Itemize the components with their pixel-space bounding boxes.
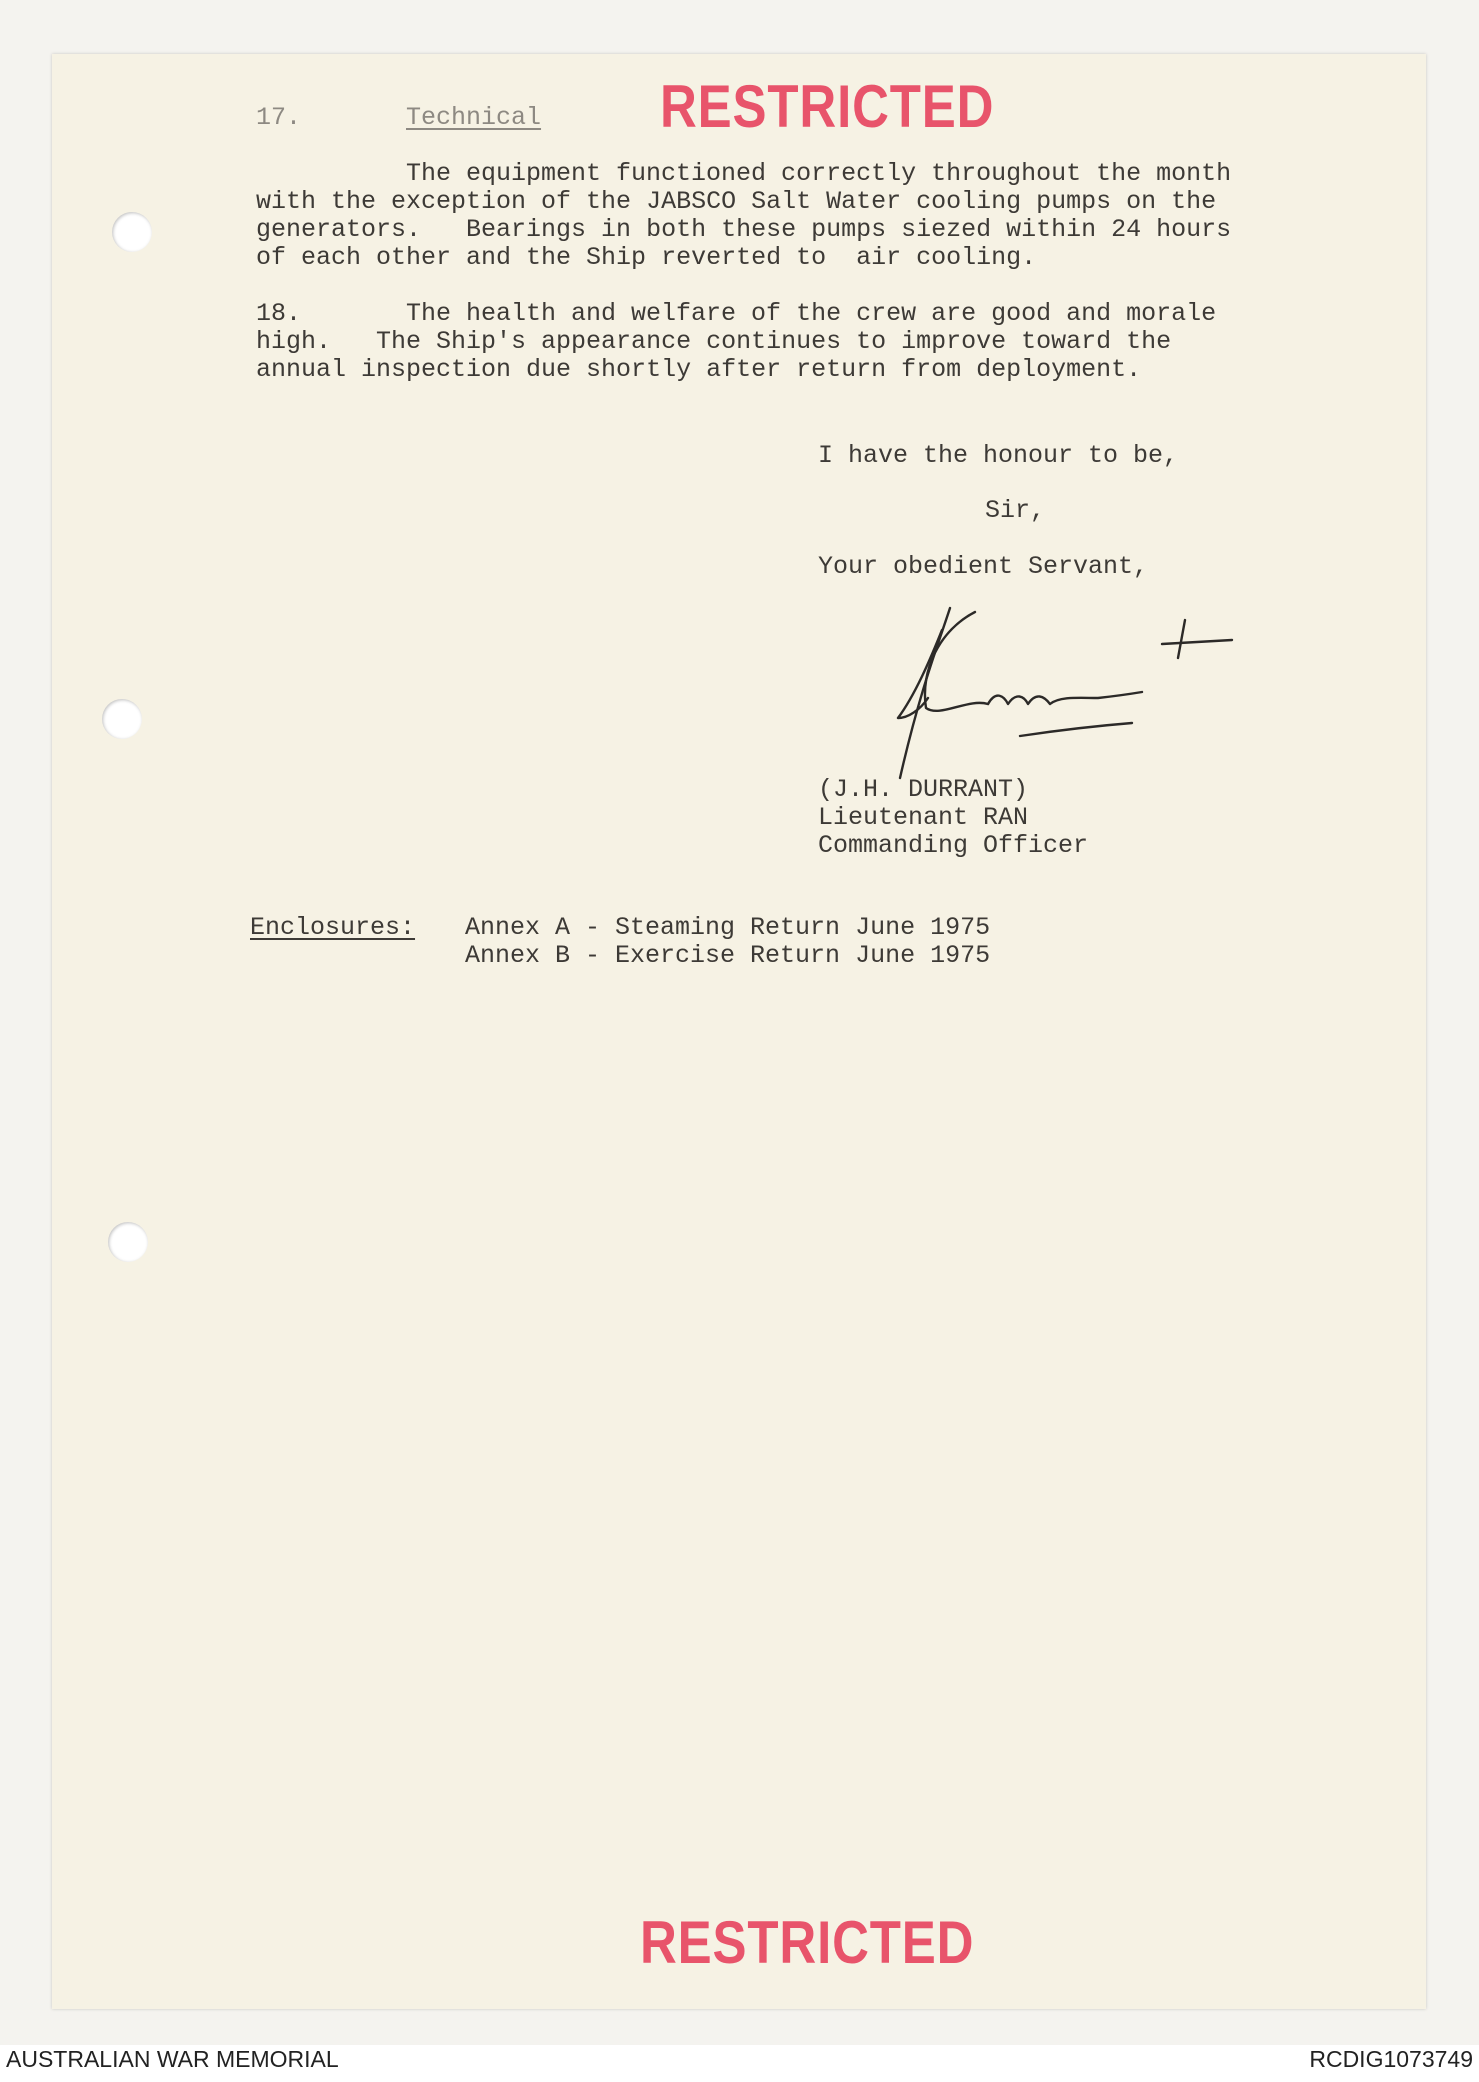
enclosures-label bbox=[250, 914, 415, 942]
signatory-name: (J.H. DURRANT) bbox=[818, 775, 1029, 804]
punch-hole-top bbox=[112, 212, 152, 252]
para-18-number: 18. bbox=[256, 299, 302, 328]
restricted-stamp-bottom: RESTRICTED bbox=[640, 1909, 975, 1976]
handwritten-signature bbox=[880, 600, 1240, 790]
signatory-title: Commanding Officer bbox=[818, 831, 1089, 860]
para-17-line-3: generators. Bearings in both these pumps siezed within 24 hours bbox=[256, 215, 1232, 244]
para-17-line-2: with the exception of the JABSCO Salt Water cooling pumps on the bbox=[256, 187, 1217, 216]
enclosure-item-1: Annex A - Steaming Return June 1975 bbox=[465, 913, 991, 942]
para-17-line-1: The equipment functioned correctly throughout the month bbox=[406, 159, 1232, 188]
punch-hole-bottom bbox=[108, 1222, 148, 1262]
para-18-line-1: The health and welfare of the crew are good and morale bbox=[406, 299, 1217, 328]
para-17-line-4: of each other and the Ship reverted to air cooling. bbox=[256, 243, 1037, 272]
enclosure-item-2: Annex B - Exercise Return June 1975 bbox=[465, 941, 991, 970]
restricted-stamp-top: RESTRICTED bbox=[660, 73, 995, 140]
para-18-line-2: high. The Ship's appearance continues to improve toward the bbox=[256, 327, 1172, 356]
signatory-rank: Lieutenant RAN bbox=[818, 803, 1029, 832]
footer-record-id: RCDIG1073749 bbox=[1309, 2046, 1473, 2072]
closing-salutation: Sir, bbox=[985, 496, 1046, 525]
para-17-heading: Technical bbox=[406, 103, 542, 132]
para-17-number: 17. bbox=[256, 103, 302, 132]
footer-archive-name: AUSTRALIAN WAR MEMORIAL bbox=[6, 2046, 339, 2072]
enclosures-label-text: Enclosures: bbox=[250, 913, 416, 942]
closing-line-3: Your obedient Servant, bbox=[818, 552, 1149, 581]
closing-line-1: I have the honour to be, bbox=[818, 441, 1179, 470]
punch-hole-middle bbox=[102, 699, 142, 739]
para-18-line-3: annual inspection due shortly after return from deployment. bbox=[256, 355, 1142, 384]
